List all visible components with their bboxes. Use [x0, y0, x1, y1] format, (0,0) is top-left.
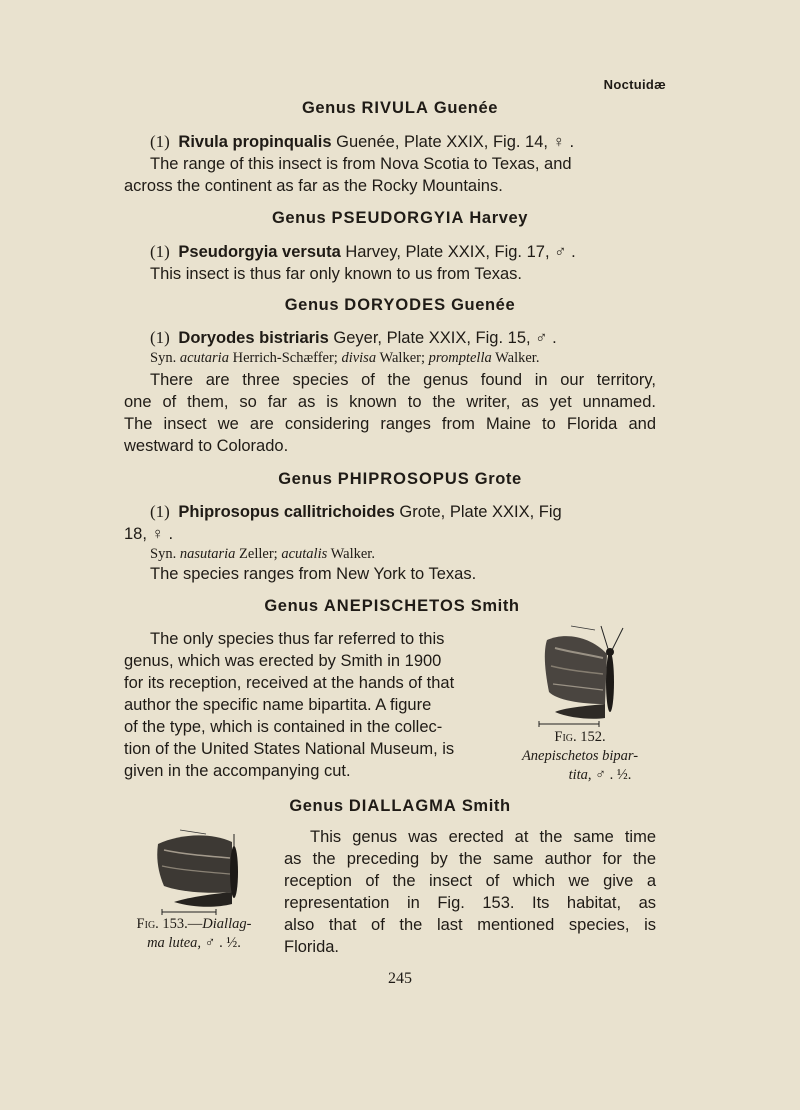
- paragraph-rivula: The range of this insect is from Nova Scotia to Texas, and across the continent as far as the Rocky Mountains.: [124, 155, 572, 195]
- figure-153-moth-image: [150, 828, 250, 916]
- species-entry-phiprosopus-cont: 18, ♀ .: [124, 525, 174, 543]
- figure-152-moth-image: [535, 622, 630, 732]
- species-entry-rivula: (1) Rivula propinqualis Guenée, Plate XXIX, Fig. 14, ♀ .: [150, 132, 575, 151]
- genus-heading-doryodes: Genus DORYODES Guenée: [284, 296, 516, 314]
- paragraph-pseudorgyia: This insect is thus far only known to us from Texas.: [150, 265, 523, 283]
- synonyms-doryodes: Syn. acutaria Herrich-Schæffer; divisa Walker; promptella Walker.: [150, 350, 540, 366]
- page-number: 245: [388, 970, 412, 987]
- paragraph-anepischetos: The only species thus far referred to this genus, which was erected by Smith in 1900 for its reception, received at the hands of that author the specific name bipartita. A figure of the type, which is contained in the collec- tion of the United States National Museum, is given in the accompanying cut.: [124, 630, 455, 780]
- running-head: Noctuidæ: [603, 77, 666, 92]
- species-entry-pseudorgyia: (1) Pseudorgyia versuta Harvey, Plate XXIX, Fig. 17, ♂ .: [150, 242, 576, 261]
- genus-heading-pseudorgyia: Genus PSEUDORGYIA Harvey: [271, 209, 529, 227]
- species-entry-phiprosopus: (1) Phiprosopus callitrichoides Grote, Plate XXIX, Fig: [150, 502, 562, 521]
- genus-heading-phiprosopus: Genus PHIPROSOPUS Grote: [278, 470, 522, 488]
- paragraph-diallagma: This genus was erected at the same time as the preceding by the same author for the reception of the insect of which we give a representation in Fig. 153. Its habitat, as also that of the last mentioned species, is Florida.: [284, 828, 656, 956]
- paragraph-doryodes: There are three species of the genus found in our territory, one of them, so far as is known to the writer, as yet unnamed. The insect we are considering ranges from Maine to Florida and westward to Colorado.: [124, 371, 656, 455]
- genus-heading-anepischetos: Genus ANEPISCHETOS Smith: [264, 597, 520, 615]
- genus-heading-rivula: Genus RIVULA Guenée: [301, 99, 499, 117]
- paragraph-phiprosopus: The species ranges from New York to Texas.: [150, 565, 477, 583]
- species-entry-doryodes: (1) Doryodes bistriaris Geyer, Plate XXIX, Fig. 15, ♂ .: [150, 328, 557, 347]
- synonyms-phiprosopus: Syn. nasutaria Zeller; acutalis Walker.: [150, 546, 375, 562]
- figure-153-caption: Fig. 153.—Diallag- ma lutea, ♂ . ½.: [136, 916, 252, 951]
- genus-heading-diallagma: Genus DIALLAGMA Smith: [289, 797, 511, 815]
- figure-152-caption: Fig. 152. Anepischetos bipar- tita, ♂ . ½.: [521, 729, 639, 783]
